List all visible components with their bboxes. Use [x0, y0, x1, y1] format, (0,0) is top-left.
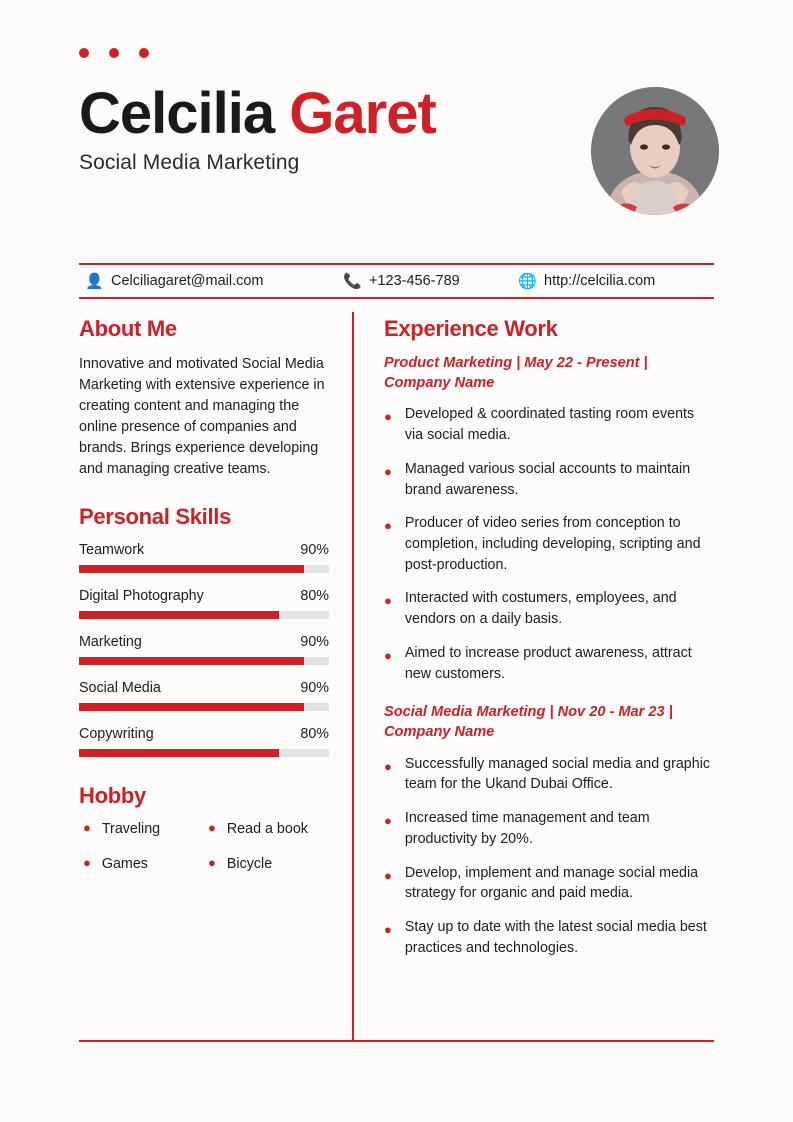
dot-3: [139, 48, 149, 58]
about-section: [79, 316, 329, 480]
skill-bar: [79, 749, 329, 757]
experience-bullet: Successfully managed social media and graphic team for the Ukand Dubai Office.: [404, 755, 711, 793]
bullet-icon: ●: [384, 409, 392, 425]
experience-bullet: Interacted with costumers, employees, and vendors on a daily basis.: [404, 590, 677, 628]
experience-bullet: Managed various social accounts to maintain brand awareness.: [404, 460, 691, 498]
bullet-icon: ●: [384, 647, 392, 663]
contact-website[interactable]: [512, 273, 712, 289]
skill-value: 90%: [300, 542, 329, 559]
skill-bar-fill: [79, 703, 304, 711]
bottom-divider: [79, 1040, 714, 1042]
about-text: Innovative and motivated Social Media Marketing with extensive experience in creating content and managing the online presence of companies and brands. Brings experience developing and managing creative teams.: [79, 356, 325, 478]
skill-bar: [79, 565, 329, 573]
person-icon: 👤: [85, 272, 104, 290]
hobby-title: Hobby: [79, 783, 146, 809]
first-name: Celcilia: [79, 81, 275, 146]
skill-bar-fill: [79, 565, 304, 573]
list-item: [384, 808, 714, 849]
skill-bar: [79, 657, 329, 665]
experience-job: [384, 703, 714, 958]
list-item: [384, 588, 714, 629]
list-item: [384, 643, 714, 684]
bullet-icon: ●: [384, 921, 392, 937]
skill-bar: [79, 611, 329, 619]
bullet-icon: ●: [384, 813, 392, 829]
skill-value: 80%: [300, 588, 329, 605]
hobby-label: Read a book: [226, 821, 308, 838]
last-name: Garet: [289, 81, 436, 146]
list-item: [384, 863, 714, 904]
portrait-photo-icon: [591, 87, 719, 215]
skill-label: Social Media: [79, 680, 161, 697]
hobby-label: Traveling: [101, 821, 161, 838]
hobby-section: [79, 783, 329, 891]
bullet-icon: ●: [384, 758, 392, 774]
list-item: [204, 856, 329, 872]
skills-section: [79, 504, 329, 757]
skill-bar-fill: [79, 611, 279, 619]
skill-item: [79, 542, 329, 573]
contact-email[interactable]: [79, 273, 337, 289]
dot-1: [79, 48, 89, 58]
resume-header: [79, 81, 719, 214]
experience-job: [384, 354, 714, 684]
skill-value: 90%: [300, 634, 329, 651]
experience-bullet: Increased time management and team productivity by 20%.: [404, 810, 650, 847]
contact-phone-text: +123-456-789: [369, 273, 460, 289]
bullet-icon: ●: [384, 463, 392, 479]
globe-icon: 🌐: [518, 272, 537, 290]
hobby-label: Games: [101, 856, 148, 873]
contact-website-text: http://celcilia.com: [544, 273, 656, 289]
skill-item: [79, 680, 329, 711]
contact-bar: [79, 263, 714, 299]
decorative-dots: [79, 48, 149, 58]
hobby-label: Bicycle: [226, 856, 273, 873]
list-item: [204, 821, 329, 837]
bullet-icon: ●: [208, 855, 216, 871]
experience-bullet: Producer of video series from conception to completion, including developing, scripting and post-production.: [404, 515, 701, 573]
avatar: [591, 87, 719, 215]
experience-bullet: Develop, implement and manage social media strategy for organic and paid media.: [404, 864, 699, 902]
about-title: About Me: [79, 316, 177, 341]
bullet-icon: ●: [384, 518, 392, 534]
experience-bullet: Stay up to date with the latest social media best practices and technologies.: [404, 918, 707, 956]
job-heading: Social Media Marketing | Nov 20 - Mar 23 | Company Name: [384, 704, 673, 740]
list-item: [79, 856, 204, 872]
list-item: [384, 459, 714, 500]
skill-label: Teamwork: [79, 542, 145, 559]
list-item: [384, 513, 714, 575]
left-column: [79, 316, 329, 891]
dot-2: [109, 48, 119, 58]
experience-bullet: Developed & coordinated tasting room events via social media.: [404, 406, 695, 444]
skill-item: [79, 726, 329, 757]
skill-label: Digital Photography: [79, 588, 204, 605]
skill-bar-fill: [79, 657, 304, 665]
right-column: [384, 316, 714, 977]
skill-label: Copywriting: [79, 726, 154, 743]
skill-item: [79, 634, 329, 665]
skill-value: 80%: [300, 726, 329, 743]
column-divider: [352, 312, 354, 1040]
job-role: Social Media Marketing: [79, 150, 300, 174]
bullet-icon: ●: [83, 855, 91, 871]
experience-bullet: Aimed to increase product awareness, attract new customers.: [404, 644, 692, 682]
skills-title: Personal Skills: [79, 504, 232, 530]
bullet-icon: ●: [384, 867, 392, 883]
skill-item: [79, 588, 329, 619]
list-item: [384, 917, 714, 958]
skill-bar: [79, 703, 329, 711]
skill-label: Marketing: [79, 634, 142, 651]
bullet-icon: ●: [384, 593, 392, 609]
contact-phone[interactable]: [337, 273, 512, 289]
experience-title: Experience Work: [384, 316, 558, 341]
bullet-icon: ●: [208, 820, 216, 836]
phone-icon: 📞: [343, 272, 362, 290]
skill-bar-fill: [79, 749, 279, 757]
contact-email-text: Celciliagaret@mail.com: [111, 273, 264, 289]
skill-value: 90%: [300, 680, 329, 697]
list-item: [384, 754, 714, 795]
bullet-icon: ●: [83, 820, 91, 836]
job-heading: Product Marketing | May 22 - Present | Company Name: [384, 355, 648, 391]
list-item: [79, 821, 204, 837]
list-item: [384, 404, 714, 445]
